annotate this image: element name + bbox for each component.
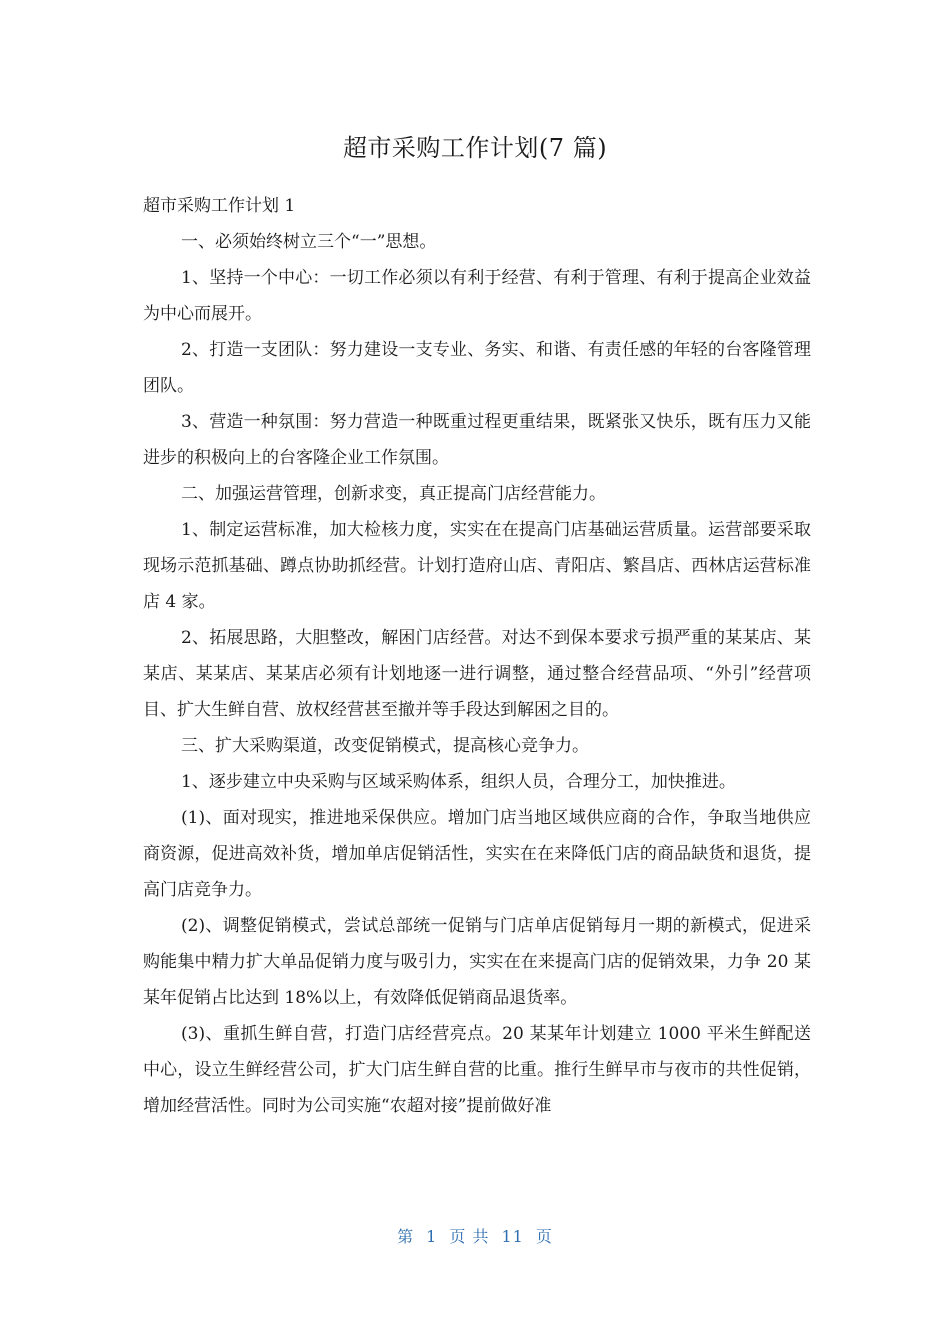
footer-label-unit: 页 (535, 1227, 553, 1246)
document-title: 超市采购工作计划(7 篇) (342, 134, 608, 162)
paragraph: 1、坚持一个中心：一切工作必须以有利于经营、有利于管理、有利于提高企业效益为中心而展开。 (143, 268, 811, 324)
page-footer (0, 1224, 950, 1250)
paragraph: (2)、调整促销模式，尝试总部统一促销与门店单店促销每月一期的新模式，促进采购能集中精力扩大单品促销力度与吸引力，实实在在来提高门店的促销效果，力争 20 某某年促销占比达到 18%以上，有效降低促销商品退货率。 (143, 916, 811, 1008)
paragraph: 1、制定运营标准，加大检核力度，实实在在提高门店基础运营质量。运营部要采取现场示范抓基础、蹲点协助抓经营。计划打造府山店、青阳店、繁昌店、西林店运营标准店 4 家。 (143, 520, 811, 612)
paragraph: (1)、面对现实，推进地采保供应。增加门店当地区域供应商的合作，争取当地供应商资源，促进高效补货，增加单店促销活性，实实在在来降低门店的商品缺货和退货，提高门店竞争力。 (143, 808, 811, 900)
document-body (143, 188, 811, 1124)
section-heading: 超市采购工作计划 1 (143, 196, 296, 216)
paragraph: 2、拓展思路，大胆整改，解困门店经营。对达不到保本要求亏损严重的某某店、某某店、某某店、某某店必须有计划地逐一进行调整，通过整合经营品项、“外引”经营项目、扩大生鲜自营、放权经营甚至撤并等手段达到解困之目的。 (143, 628, 811, 720)
paragraph: 三、扩大采购渠道，改变促销模式，提高核心竞争力。 (181, 736, 589, 756)
footer-current-page: 1 (426, 1227, 438, 1246)
paragraph: 一、必须始终树立三个“一”思想。 (181, 232, 437, 252)
paragraph: 二、加强运营管理，创新求变，真正提高门店经营能力。 (181, 484, 606, 504)
paragraph: 2、打造一支团队：努力建设一支专业、务实、和谐、有责任感的年轻的台客隆管理团队。 (143, 340, 811, 396)
footer-label-of: 页 共 (449, 1227, 490, 1246)
paragraph: 3、营造一种氛围：努力营造一种既重过程更重结果，既紧张又快乐，既有压力又能进步的积极向上的台客隆企业工作氛围。 (143, 412, 811, 468)
footer-label-page: 第 (397, 1227, 415, 1246)
footer-total-pages: 11 (501, 1227, 524, 1246)
paragraph: 1、逐步建立中央采购与区域采购体系，组织人员，合理分工，加快推进。 (181, 772, 736, 792)
paragraph: (3)、重抓生鲜自营，打造门店经营亮点。20 某某年计划建立 1000 平米生鲜配送中心，设立生鲜经营公司，扩大门店生鲜自营的比重。推行生鲜早市与夜市的共性促销，增加经营活性。同时为公司实施“农超对接”提前做好准 (143, 1024, 811, 1116)
